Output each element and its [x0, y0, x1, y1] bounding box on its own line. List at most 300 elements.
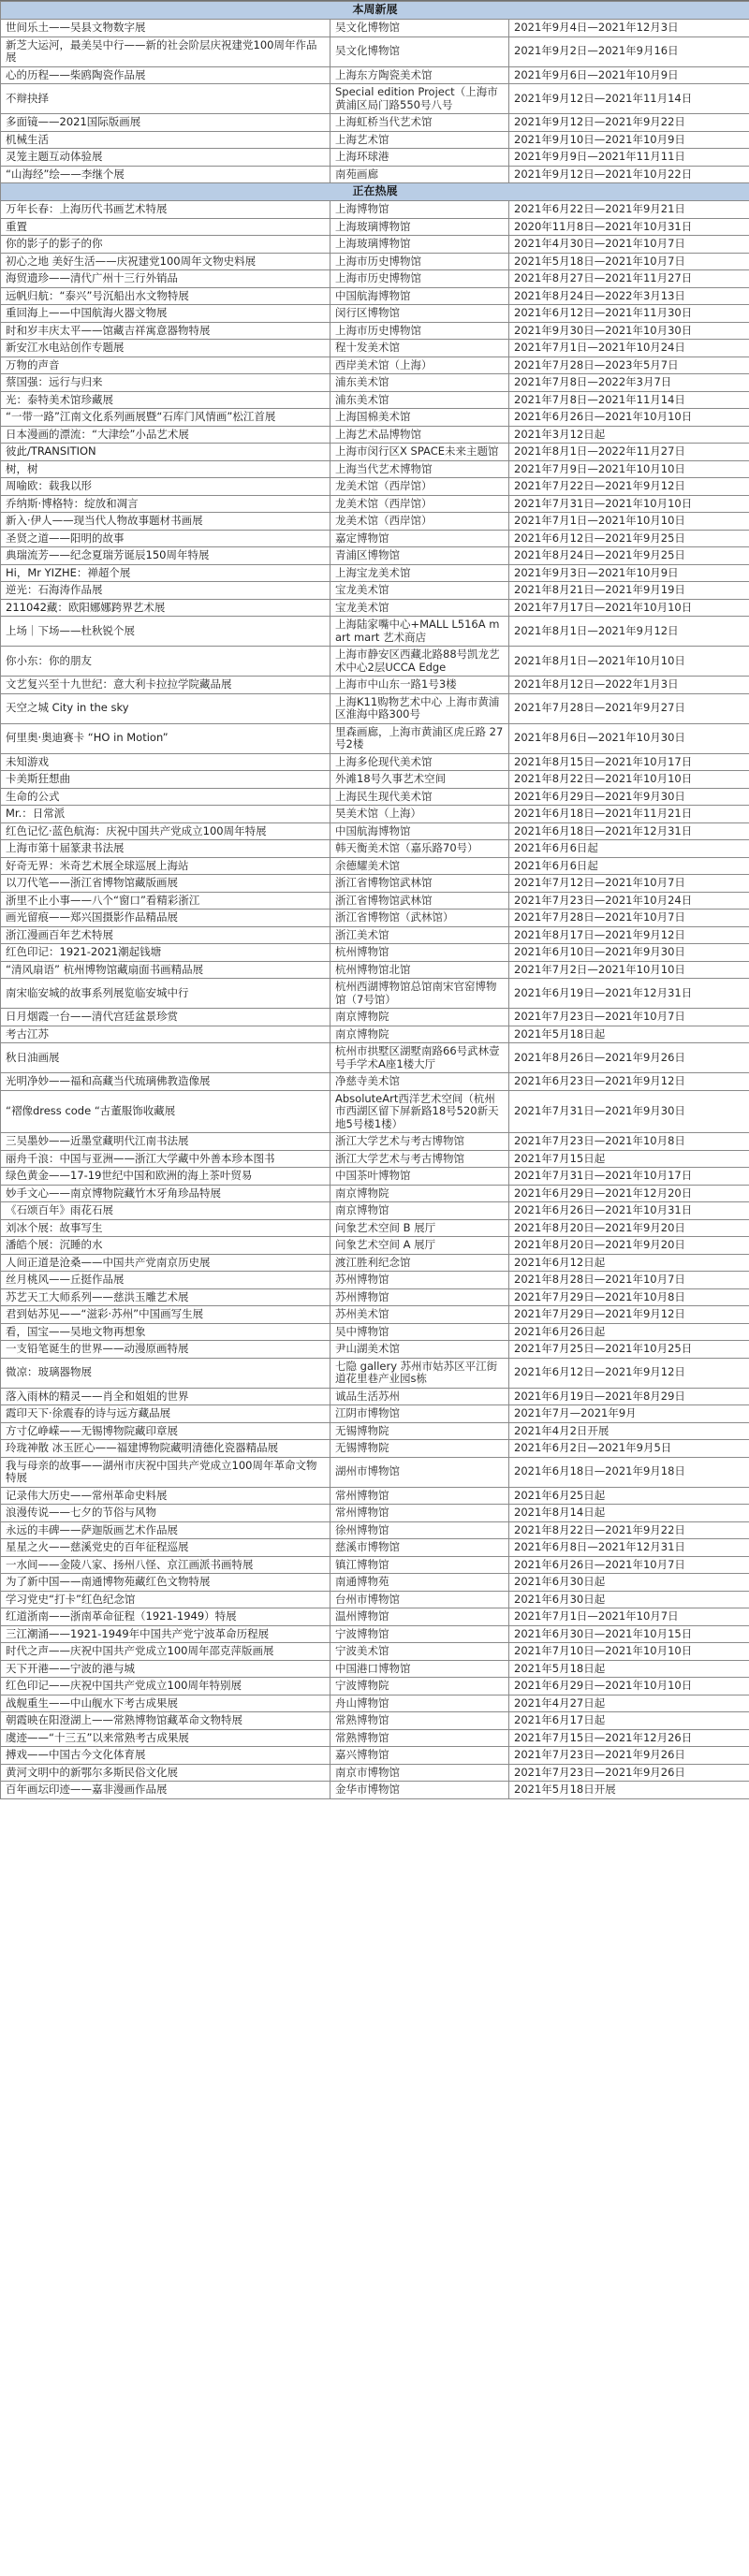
exhibition-name: 浙里不止小事——八个“窗口”看精彩浙江: [1, 892, 330, 910]
exhibition-venue: 上海博物馆: [330, 201, 509, 219]
exhibition-name: 万物的声音: [1, 357, 330, 374]
exhibition-date: 2021年7月23日—2021年9月26日: [509, 1764, 749, 1782]
exhibition-row: [1, 677, 749, 694]
exhibition-venue: 闵行区博物馆: [330, 305, 509, 323]
exhibition-venue: 浦东美术馆: [330, 391, 509, 409]
exhibition-venue: 上海国棉美术馆: [330, 409, 509, 427]
exhibition-name: 光：泰特美术馆珍藏展: [1, 391, 330, 409]
exhibition-name: 南宋临安城的故事系列展览临安城中行: [1, 979, 330, 1009]
exhibition-row: [1, 1505, 749, 1522]
exhibition-row: [1, 1729, 749, 1747]
exhibition-row: [1, 84, 749, 114]
exhibition-date: 2021年6月22日—2021年9月21日: [509, 201, 749, 219]
exhibition-row: [1, 840, 749, 858]
exhibition-row: [1, 131, 749, 149]
exhibition-row: [1, 460, 749, 478]
exhibition-name: 时和岁丰庆太平——馆藏吉祥寓意器物特展: [1, 322, 330, 340]
exhibition-row: [1, 1660, 749, 1678]
exhibition-venue: 浦东美术馆: [330, 374, 509, 392]
exhibition-date: 2021年7月29日—2021年10月8日: [509, 1288, 749, 1306]
exhibition-venue: 南京博物院: [330, 1009, 509, 1026]
exhibition-row: [1, 270, 749, 288]
exhibition-date: 2021年7月—2021年9月: [509, 1405, 749, 1423]
exhibition-row: [1, 1521, 749, 1539]
exhibition-name: “一带一路”江南文化系列画展暨“石库门风情画”松江首展: [1, 409, 330, 427]
exhibition-row: [1, 1168, 749, 1186]
exhibition-row: [1, 66, 749, 84]
exhibition-row: [1, 1678, 749, 1696]
exhibition-date: 2021年5月18日起: [509, 1660, 749, 1678]
exhibition-date: 2021年7月28日—2021年10月7日: [509, 910, 749, 927]
exhibition-venue: 慈溪市博物馆: [330, 1539, 509, 1557]
exhibition-venue: 苏州博物馆: [330, 1288, 509, 1306]
exhibition-name: 上海市第十届篆隶书法展: [1, 840, 330, 858]
exhibition-date: 2021年7月15日起: [509, 1150, 749, 1168]
exhibition-date: 2021年9月12日—2021年10月22日: [509, 166, 749, 183]
exhibition-row: [1, 1288, 749, 1306]
exhibition-row: [1, 1487, 749, 1505]
exhibition-date: 2021年9月6日—2021年10月9日: [509, 66, 749, 84]
exhibition-date: 2021年6月29日—2021年10月10日: [509, 1678, 749, 1696]
exhibition-date: 2021年6月29日—2021年12月20日: [509, 1185, 749, 1202]
exhibition-date: 2021年9月2日—2021年9月16日: [509, 36, 749, 66]
exhibition-venue: 徐州博物馆: [330, 1521, 509, 1539]
exhibition-date: 2021年7月2日—2021年10月10日: [509, 961, 749, 979]
exhibition-row: [1, 1539, 749, 1557]
exhibition-venue: 常熟博物馆: [330, 1729, 509, 1747]
exhibition-row: [1, 409, 749, 427]
exhibition-name: 画光留痕——郑兴国摄影作品精品展: [1, 910, 330, 927]
exhibition-venue: 台州市博物馆: [330, 1591, 509, 1608]
exhibition-name: 不辩抉择: [1, 84, 330, 114]
exhibition-row: [1, 1237, 749, 1255]
exhibition-date: 2021年6月30日起: [509, 1574, 749, 1592]
exhibition-name: 学习党史“打卡”红色纪念馆: [1, 1591, 330, 1608]
exhibition-date: 2021年6月25日起: [509, 1487, 749, 1505]
exhibition-venue: 青浦区博物馆: [330, 547, 509, 565]
exhibition-venue: 中国港口博物馆: [330, 1660, 509, 1678]
exhibition-date: 2021年6月26日—2021年10月7日: [509, 1556, 749, 1574]
exhibition-venue: Special edition Project（上海市黄浦区局门路550号八号: [330, 84, 509, 114]
exhibition-name: 树，树: [1, 460, 330, 478]
exhibition-name: 我与母亲的故事——湖州市庆祝中国共产党成立100周年革命文物特展: [1, 1457, 330, 1487]
exhibition-date: 2021年8月24日—2021年9月25日: [509, 547, 749, 565]
exhibition-name: 机械生活: [1, 131, 330, 149]
exhibition-venue: 无锡博物院: [330, 1440, 509, 1458]
exhibition-name: 微凉：玻璃器物展: [1, 1358, 330, 1388]
exhibition-venue: 上海当代艺术博物馆: [330, 460, 509, 478]
exhibition-name: 绿色黄金——17-19世纪中国和欧洲的海上茶叶贸易: [1, 1168, 330, 1186]
exhibition-name: 何里奥·奥迪赛卡 “HO in Motion”: [1, 723, 330, 753]
exhibition-row: [1, 944, 749, 962]
exhibition-date: 2020年11月8日—2021年10月31日: [509, 218, 749, 236]
exhibition-name: 典瑞流芳——纪念夏瑞芳诞辰150周年特展: [1, 547, 330, 565]
exhibition-name: 方寸亿峥嵘——无锡博物院藏印章展: [1, 1422, 330, 1440]
exhibition-date: 2021年6月12日—2021年9月25日: [509, 530, 749, 547]
exhibition-date: 2021年7月17日—2021年10月10日: [509, 599, 749, 617]
exhibition-venue: AbsoluteArt西洋艺术空间（杭州市西湖区留下屏新路18号520新天地5号楼1楼）: [330, 1090, 509, 1133]
exhibition-name: 你小东：你的朋友: [1, 647, 330, 677]
exhibition-date: 2021年8月1日—2021年10月10日: [509, 647, 749, 677]
exhibition-row: [1, 822, 749, 840]
exhibition-venue: 程十发美术馆: [330, 340, 509, 357]
exhibition-row: [1, 36, 749, 66]
exhibition-row: [1, 1405, 749, 1423]
exhibition-venue: 浙江美术馆: [330, 926, 509, 944]
exhibition-name: 搏戏——中国古今文化体育展: [1, 1747, 330, 1765]
exhibition-venue: 上海市历史博物馆: [330, 270, 509, 288]
exhibition-date: 2021年6月26日—2021年10月31日: [509, 1202, 749, 1220]
exhibition-name: 百年画坛印迹——嘉非漫画作品展: [1, 1782, 330, 1799]
exhibition-venue: 诚品生活苏州: [330, 1388, 509, 1405]
exhibition-date: 2021年6月12日—2021年9月12日: [509, 1358, 749, 1388]
exhibition-venue: 中国航海博物馆: [330, 287, 509, 305]
exhibition-name: 重回海上——中国航海火器文物展: [1, 305, 330, 323]
exhibition-date: 2021年6月18日—2021年12月31日: [509, 822, 749, 840]
exhibition-name: 星星之火——慈溪党史的百年征程巡展: [1, 1539, 330, 1557]
exhibition-name: 红色印记——庆祝中国共产党成立100周年特别展: [1, 1678, 330, 1696]
exhibition-row: [1, 1625, 749, 1643]
exhibition-venue: 净慈寺美术馆: [330, 1073, 509, 1091]
exhibition-venue: 龙美术馆（西岸馆）: [330, 495, 509, 513]
exhibition-name: 上场｜下场——杜秋锐个展: [1, 617, 330, 647]
exhibition-name: 重置: [1, 218, 330, 236]
exhibition-venue: 江阴市博物馆: [330, 1405, 509, 1423]
exhibition-venue: 上海玻璃博物馆: [330, 236, 509, 254]
exhibition-row: [1, 1556, 749, 1574]
exhibition-date: 2021年7月23日—2021年10月7日: [509, 1009, 749, 1026]
exhibition-row: [1, 979, 749, 1009]
exhibition-venue: 上海市历史博物馆: [330, 322, 509, 340]
exhibition-name: 苏艺天工大师系列——慈洪玉雕艺术展: [1, 1288, 330, 1306]
exhibition-date: 2021年6月19日—2021年12月31日: [509, 979, 749, 1009]
exhibition-venue: 尹山湖美术馆: [330, 1341, 509, 1359]
exhibition-date: 2021年7月8日—2021年11月14日: [509, 391, 749, 409]
exhibition-name: 三江潮涌——1921-1949年中国共产党宁波革命历程展: [1, 1625, 330, 1643]
exhibition-row: [1, 149, 749, 167]
section-title: 本周新展: [1, 2, 749, 20]
exhibition-name: 文艺复兴至十九世纪：意大利卡拉拉学院藏品展: [1, 677, 330, 694]
exhibition-venue: 七隐 gallery 苏州市姑苏区平江街道花里巷产业园s栋: [330, 1358, 509, 1388]
exhibition-date: 2021年7月31日—2021年10月10日: [509, 495, 749, 513]
exhibition-date: 2021年7月23日—2021年10月24日: [509, 892, 749, 910]
exhibition-venue: 浙江省博物馆武林馆: [330, 875, 509, 893]
exhibition-row: [1, 513, 749, 531]
exhibition-date: 2021年6月18日—2021年9月18日: [509, 1457, 749, 1487]
exhibition-row: [1, 926, 749, 944]
exhibition-row: [1, 1457, 749, 1487]
exhibition-date: 2021年7月31日—2021年9月30日: [509, 1090, 749, 1133]
exhibition-venue: 苏州美术馆: [330, 1306, 509, 1324]
exhibition-row: [1, 1747, 749, 1765]
exhibition-venue: 温州博物馆: [330, 1608, 509, 1626]
exhibition-venue: 上海市历史博物馆: [330, 253, 509, 270]
exhibition-date: 2021年7月28日—2023年5月7日: [509, 357, 749, 374]
exhibition-date: 2021年8月6日—2021年10月30日: [509, 723, 749, 753]
exhibition-row: [1, 1574, 749, 1592]
exhibition-row: [1, 564, 749, 582]
exhibition-venue: 嘉兴博物馆: [330, 1747, 509, 1765]
exhibition-name: 红道浙南——浙南革命征程（1921-1949）特展: [1, 1608, 330, 1626]
exhibition-row: [1, 693, 749, 723]
exhibition-venue: 浙江省博物馆武林馆: [330, 892, 509, 910]
exhibition-name: “褶像dress code “古董服饰收藏展: [1, 1090, 330, 1133]
exhibition-name: 丝月桃风——丘挺作品展: [1, 1272, 330, 1289]
exhibition-date: 2021年6月12日起: [509, 1254, 749, 1272]
exhibition-date: 2021年6月23日—2021年9月12日: [509, 1073, 749, 1091]
exhibition-date: 2021年7月9日—2021年10月10日: [509, 460, 749, 478]
section-title: 正在热展: [1, 183, 749, 201]
exhibition-name: 世间乐土——吴县文物数字展: [1, 20, 330, 37]
exhibition-name: 为了新中国——南通博物苑藏红色文物特展: [1, 1574, 330, 1592]
exhibition-venue: 问象艺术空间 B 展厅: [330, 1219, 509, 1237]
exhibition-row: [1, 357, 749, 374]
exhibition-venue: 舟山博物馆: [330, 1695, 509, 1712]
exhibition-name: 万年长春：上海历代书画艺术特展: [1, 201, 330, 219]
exhibition-venue: 苏州博物馆: [330, 1272, 509, 1289]
exhibition-venue: 南京博物馆: [330, 1202, 509, 1220]
exhibition-name: 天空之城 City in the sky: [1, 693, 330, 723]
exhibition-name: 妙手文心——南京博物院藏竹木牙角珍品特展: [1, 1185, 330, 1202]
exhibition-date: 2021年8月26日—2021年9月26日: [509, 1043, 749, 1073]
exhibition-row: [1, 20, 749, 37]
exhibition-row: [1, 547, 749, 565]
exhibition-date: 2021年6月8日—2021年12月31日: [509, 1539, 749, 1557]
exhibition-venue: 南京博物院: [330, 1026, 509, 1043]
exhibition-date: 2021年8月1日—2021年9月12日: [509, 617, 749, 647]
exhibition-name: 玲珑神散 冰玉匠心——福建博物院藏明清德化瓷器精品展: [1, 1440, 330, 1458]
exhibition-name: 逆光：石海涛作品展: [1, 582, 330, 600]
exhibition-date: 2021年8月1日—2022年11月27日: [509, 444, 749, 461]
exhibition-row: [1, 1073, 749, 1091]
exhibition-row: [1, 1150, 749, 1168]
exhibition-name: 海贸遗珍——清代广州十三行外销品: [1, 270, 330, 288]
exhibition-date: 2021年6月18日—2021年11月21日: [509, 806, 749, 823]
exhibition-name: 周喻欧：载我以形: [1, 478, 330, 496]
exhibition-venue: 浙江大学艺术与考古博物馆: [330, 1150, 509, 1168]
exhibition-name: 时代之声——庆祝中国共产党成立100周年邵克萍版画展: [1, 1643, 330, 1661]
exhibition-name: 虞迹——“十三五”以来常熟考古成果展: [1, 1729, 330, 1747]
exhibition-venue: 杭州博物馆: [330, 944, 509, 962]
exhibition-row: [1, 1254, 749, 1272]
exhibition-name: 秋日油画展: [1, 1043, 330, 1073]
exhibition-name: 霞印天下·徐震春的诗与远方藏品展: [1, 1405, 330, 1423]
exhibition-name: 乔纳斯·博格特：绽放和凋言: [1, 495, 330, 513]
exhibition-row: [1, 391, 749, 409]
exhibition-venue: 上海K11购物艺术中心 上海市黄浦区淮海中路300号: [330, 693, 509, 723]
exhibition-row: [1, 875, 749, 893]
exhibition-name: 人间正道是沧桑——中国共产党南京历史展: [1, 1254, 330, 1272]
exhibition-venue: 宁波博物院: [330, 1678, 509, 1696]
exhibition-row: [1, 253, 749, 270]
exhibition-row: [1, 1388, 749, 1405]
exhibition-row: [1, 114, 749, 132]
exhibition-name: 蔡国强：远行与归来: [1, 374, 330, 392]
exhibition-date: 2021年8月22日—2021年10月10日: [509, 771, 749, 789]
exhibition-venue: 上海东方陶瓷美术馆: [330, 66, 509, 84]
exhibition-name: 光明净妙——福和高藏当代琉璃佛教造像展: [1, 1073, 330, 1091]
exhibition-date: 2021年7月28日—2021年9月27日: [509, 693, 749, 723]
exhibition-table: [0, 1, 749, 1799]
exhibition-venue: 龙美术馆（西岸馆）: [330, 513, 509, 531]
exhibition-row: [1, 1306, 749, 1324]
exhibition-name: 永远的丰碑——萨迦版画艺术作品展: [1, 1521, 330, 1539]
exhibition-date: 2021年7月25日—2021年10月25日: [509, 1341, 749, 1359]
exhibition-date: 2021年9月10日—2021年10月9日: [509, 131, 749, 149]
exhibition-venue: 常州博物馆: [330, 1487, 509, 1505]
exhibition-name: 君到姑苏见——“滋彩·苏州”中国画写生展: [1, 1306, 330, 1324]
exhibition-name: 丽舟千浪：中国与亚洲——浙江大学藏中外善本珍本图书: [1, 1150, 330, 1168]
exhibition-row: [1, 910, 749, 927]
exhibition-date: 2021年3月12日起: [509, 426, 749, 444]
exhibition-name: 考古江苏: [1, 1026, 330, 1043]
exhibition-venue: 问象艺术空间 A 展厅: [330, 1237, 509, 1255]
exhibition-name: 好奇无界：米奇艺术展全球巡展上海站: [1, 857, 330, 875]
exhibition-date: 2021年7月1日—2021年10月10日: [509, 513, 749, 531]
exhibition-row: [1, 374, 749, 392]
exhibition-name: 刘冰个展：故事写生: [1, 1219, 330, 1237]
exhibition-row: [1, 1272, 749, 1289]
exhibition-date: 2021年7月10日—2021年10月10日: [509, 1643, 749, 1661]
exhibition-venue: 常州博物馆: [330, 1505, 509, 1522]
exhibition-date: 2021年8月14日起: [509, 1505, 749, 1522]
exhibition-name: 日本漫画的漂流：“大津绘”小品艺术展: [1, 426, 330, 444]
exhibition-date: 2021年6月12日—2021年11月30日: [509, 305, 749, 323]
exhibition-name: 圣贤之道——阳明的故事: [1, 530, 330, 547]
exhibition-date: 2021年6月26日起: [509, 1323, 749, 1341]
exhibition-venue: 渡江胜利纪念馆: [330, 1254, 509, 1272]
exhibition-venue: 无锡博物院: [330, 1422, 509, 1440]
exhibition-venue: 上海艺术馆: [330, 131, 509, 149]
exhibition-row: [1, 1782, 749, 1799]
exhibition-row: [1, 1090, 749, 1133]
exhibition-row: [1, 426, 749, 444]
exhibition-date: 2021年4月2日开展: [509, 1422, 749, 1440]
exhibition-venue: 里森画廊，上海市黄浦区虎丘路 27 号2楼: [330, 723, 509, 753]
exhibition-date: 2021年7月23日—2021年10月8日: [509, 1133, 749, 1151]
exhibition-date: 2021年6月2日—2021年9月5日: [509, 1440, 749, 1458]
exhibition-row: [1, 1643, 749, 1661]
exhibition-row: [1, 166, 749, 183]
exhibition-venue: 杭州西湖博物馆总馆南宋官窑博物馆（7号馆）: [330, 979, 509, 1009]
exhibition-date: 2021年8月17日—2021年9月12日: [509, 926, 749, 944]
exhibition-name: Hi，Mr YIZHE：禅超个展: [1, 564, 330, 582]
exhibition-venue: 余德耀美术馆: [330, 857, 509, 875]
exhibition-name: 新入·伊人——现当代人物故事题材书画展: [1, 513, 330, 531]
exhibition-row: [1, 1185, 749, 1202]
exhibition-name: 战舰重生——中山舰水下考古成果展: [1, 1695, 330, 1712]
exhibition-name: 黄河文明中的新鄂尔多斯民俗文化展: [1, 1764, 330, 1782]
exhibition-date: 2021年8月28日—2021年10月7日: [509, 1272, 749, 1289]
exhibition-row: [1, 322, 749, 340]
exhibition-row: [1, 1358, 749, 1388]
exhibition-venue: 上海宝龙美术馆: [330, 564, 509, 582]
exhibition-name: 未知游戏: [1, 753, 330, 771]
exhibition-venue: 上海多伦现代美术馆: [330, 753, 509, 771]
exhibition-row: [1, 1764, 749, 1782]
exhibition-venue: 上海玻璃博物馆: [330, 218, 509, 236]
section-header-row: [1, 2, 749, 20]
exhibition-name: “清风扇语” 杭州博物馆藏扇面书画精品展: [1, 961, 330, 979]
exhibition-venue: 上海环球港: [330, 149, 509, 167]
exhibition-venue: 宝龙美术馆: [330, 582, 509, 600]
exhibition-venue: 镇江博物馆: [330, 1556, 509, 1574]
exhibition-venue: 西岸美术馆（上海）: [330, 357, 509, 374]
exhibition-venue: 吴文化博物馆: [330, 20, 509, 37]
exhibition-venue: 浙江大学艺术与考古博物馆: [330, 1133, 509, 1151]
exhibition-row: [1, 287, 749, 305]
exhibition-venue: 龙美术馆（西岸馆）: [330, 478, 509, 496]
exhibition-row: [1, 1591, 749, 1608]
exhibition-name: 朝霞映在阳澄湖上——常熟博物馆藏革命文物特展: [1, 1712, 330, 1730]
exhibition-row: [1, 1608, 749, 1626]
exhibition-name: 新安江水电站创作专题展: [1, 340, 330, 357]
exhibition-name: 你的影子的影子的你: [1, 236, 330, 254]
exhibition-date: 2021年7月22日—2021年9月12日: [509, 478, 749, 496]
exhibition-date: 2021年8月20日—2021年9月20日: [509, 1237, 749, 1255]
exhibition-row: [1, 201, 749, 219]
exhibition-row: [1, 305, 749, 323]
exhibition-venue: 外滩18号久事艺术空间: [330, 771, 509, 789]
exhibition-date: 2021年9月12日—2021年11月14日: [509, 84, 749, 114]
exhibition-date: 2021年6月6日起: [509, 840, 749, 858]
exhibition-venue: 南京博物院: [330, 1185, 509, 1202]
exhibition-date: 2021年6月26日—2021年10月10日: [509, 409, 749, 427]
exhibition-table-body: [1, 2, 749, 1799]
exhibition-name: 《石颂百年》雨花石展: [1, 1202, 330, 1220]
exhibition-date: 2021年7月1日—2021年10月7日: [509, 1608, 749, 1626]
exhibition-venue: 杭州博物馆北馆: [330, 961, 509, 979]
exhibition-venue: 吴中博物馆: [330, 1323, 509, 1341]
exhibition-venue: 金华市博物馆: [330, 1782, 509, 1799]
exhibition-name: 彼此/TRANSITION: [1, 444, 330, 461]
exhibition-date: 2021年8月15日—2021年10月17日: [509, 753, 749, 771]
exhibition-name: “山海经”绘——李继个展: [1, 166, 330, 183]
exhibition-row: [1, 582, 749, 600]
exhibition-date: 2021年8月12日—2022年1月3日: [509, 677, 749, 694]
exhibition-row: [1, 892, 749, 910]
exhibition-venue: 吴文化博物馆: [330, 36, 509, 66]
exhibition-row: [1, 1712, 749, 1730]
exhibition-date: 2021年8月27日—2021年11月27日: [509, 270, 749, 288]
exhibition-date: 2021年7月29日—2021年9月12日: [509, 1306, 749, 1324]
exhibition-date: 2021年5月18日开展: [509, 1782, 749, 1799]
exhibition-name: 日月烟霞一台——清代宫廷盆景珍赏: [1, 1009, 330, 1026]
exhibition-row: [1, 1341, 749, 1359]
exhibition-venue: 中国茶叶博物馆: [330, 1168, 509, 1186]
exhibition-date: 2021年6月10日—2021年9月30日: [509, 944, 749, 962]
exhibition-date: 2021年8月21日—2021年9月19日: [509, 582, 749, 600]
exhibition-date: 2021年6月19日—2021年8月29日: [509, 1388, 749, 1405]
exhibition-name: 红色记忆·蓝色航海：庆祝中国共产党成立100周年特展: [1, 822, 330, 840]
exhibition-name: 卡美斯狂想曲: [1, 771, 330, 789]
exhibition-date: 2021年7月12日—2021年10月7日: [509, 875, 749, 893]
exhibition-row: [1, 1219, 749, 1237]
exhibition-name: 落入雨林的精灵——肖全和姐姐的世界: [1, 1388, 330, 1405]
exhibition-row: [1, 806, 749, 823]
exhibition-date: 2021年9月12日—2021年9月22日: [509, 114, 749, 132]
exhibition-date: 2021年7月31日—2021年10月17日: [509, 1168, 749, 1186]
exhibition-date: 2021年6月30日—2021年10月15日: [509, 1625, 749, 1643]
exhibition-name: 一支铅笔诞生的世界——动漫原画特展: [1, 1341, 330, 1359]
exhibition-row: [1, 495, 749, 513]
exhibition-row: [1, 1422, 749, 1440]
exhibition-row: [1, 857, 749, 875]
exhibition-name: 天下开港——宁波的港与城: [1, 1660, 330, 1678]
exhibition-row: [1, 961, 749, 979]
exhibition-date: 2021年9月4日—2021年12月3日: [509, 20, 749, 37]
exhibition-date: 2021年6月6日起: [509, 857, 749, 875]
